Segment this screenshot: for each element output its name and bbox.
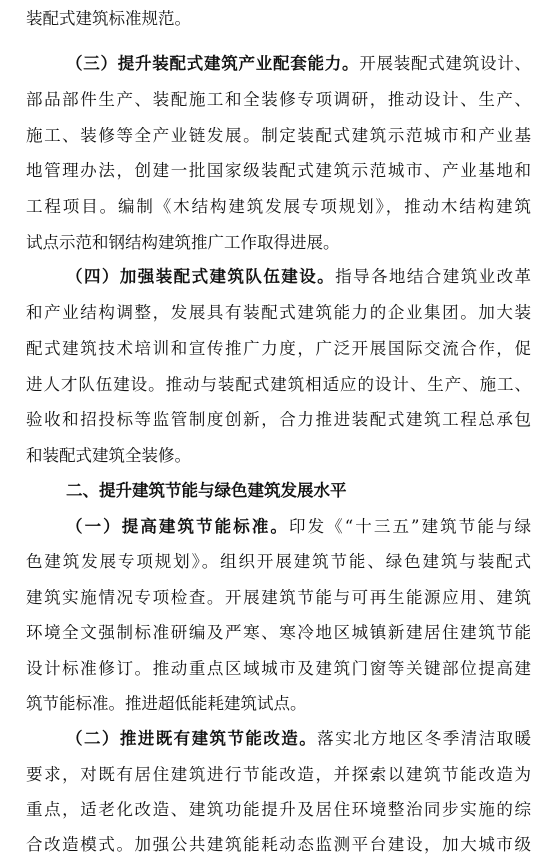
line-text: 进人才队伍建设。推动与装配式建筑相适应的设计、生产、施工、 [26,375,531,394]
line-text: 合改造模式。加强公共建筑能耗动态监测平台建设，加大城市级 [26,835,531,854]
subsection-heading-4: （四）加强装配式建筑队伍建设。 [66,267,336,286]
paragraph-line [26,795,531,825]
section-heading-text: 二、提升建筑节能与绿色建筑发展水平 [66,481,347,500]
paragraph-line [26,547,531,577]
line-text: 部品部件生产、装配施工和全装修专项调研，推动设计、生产、 [26,90,531,109]
line-text: 要求，对既有居住建筑进行节能改造，并探索以建筑节能改造为 [26,765,531,784]
subsection-heading-2: （二）推进既有建筑节能改造。 [66,729,318,748]
line-text: 印发《“十三五”建筑节能与绿 [289,517,532,536]
line-text: 试点示范和钢结构建筑推广工作取得进展。 [26,233,340,252]
line-text: 和装配式建筑全装修。 [26,446,191,465]
paragraph-line [26,370,531,400]
paragraph-line [26,156,531,186]
section-heading [26,476,531,506]
paragraph-line [26,85,531,115]
subsection-heading-line-2 [26,724,531,754]
paragraph-line [26,298,531,328]
paragraph-line [26,583,531,613]
paragraph-line [26,689,531,719]
line-text: 建筑实施情况专项检查。开展建筑节能与可再生能源应用、建筑 [26,588,531,607]
line-text: 筑节能标准。推进超低能耗建筑试点。 [26,694,307,713]
paragraph-line [26,334,531,364]
line-text: 环境全文强制标准研编及严寒、寒冷地区城镇新建居住建筑节能 [26,623,531,642]
paragraph-line [26,405,531,435]
subsection-heading-1: （一）提高建筑节能标准。 [66,517,290,536]
paragraph-line [26,228,531,258]
line-text: 工程项目。编制《木结构建筑发展专项规划》，推动木结构建筑 [26,197,531,216]
paragraph-line [26,4,531,34]
paragraph-line [26,121,531,151]
line-text: 重点，适老化改造、建筑功能提升及居住环境整治同步实施的综 [26,800,531,819]
line-text: 地管理办法，创建一批国家级装配式建筑示范城市、产业基地和 [26,161,531,180]
subsection-heading-line-4 [26,262,531,292]
line-text: 色建筑发展专项规划》。组织开展建筑节能、绿色建筑与装配式 [26,552,531,571]
paragraph-line [26,830,531,860]
line-text: 落实北方地区冬季清洁取暖 [317,729,532,748]
line-text: 指导各地结合建筑业改革 [335,267,532,286]
paragraph-line [26,441,531,471]
subsection-heading-3: （三）提升装配式建筑产业配套能力。 [66,54,360,73]
line-text: 验收和招投标等监管制度创新，合力推进装配式建筑工程总承包 [26,410,531,429]
line-text: 配式建筑技术培训和宣传推广力度，广泛开展国际交流合作，促 [26,339,531,358]
line-text: 装配式建筑标准规范。 [26,9,191,28]
paragraph-line [26,192,531,222]
line-text: 和产业结构调整，发展具有装配式建筑能力的企业集团。加大装 [26,303,531,322]
line-text: 开展装配式建筑设计、 [359,54,531,73]
paragraph-line [26,760,531,790]
subsection-heading-line-3 [26,49,531,79]
paragraph-line [26,654,531,684]
paragraph-line [26,618,531,648]
line-text: 施工、装修等全产业链发展。制定装配式建筑示范城市和产业基 [26,126,531,145]
subsection-heading-line-1 [26,512,531,542]
line-text: 设计标准修订。推动重点区域城市及建筑门窗等关键部位提高建 [26,659,531,678]
